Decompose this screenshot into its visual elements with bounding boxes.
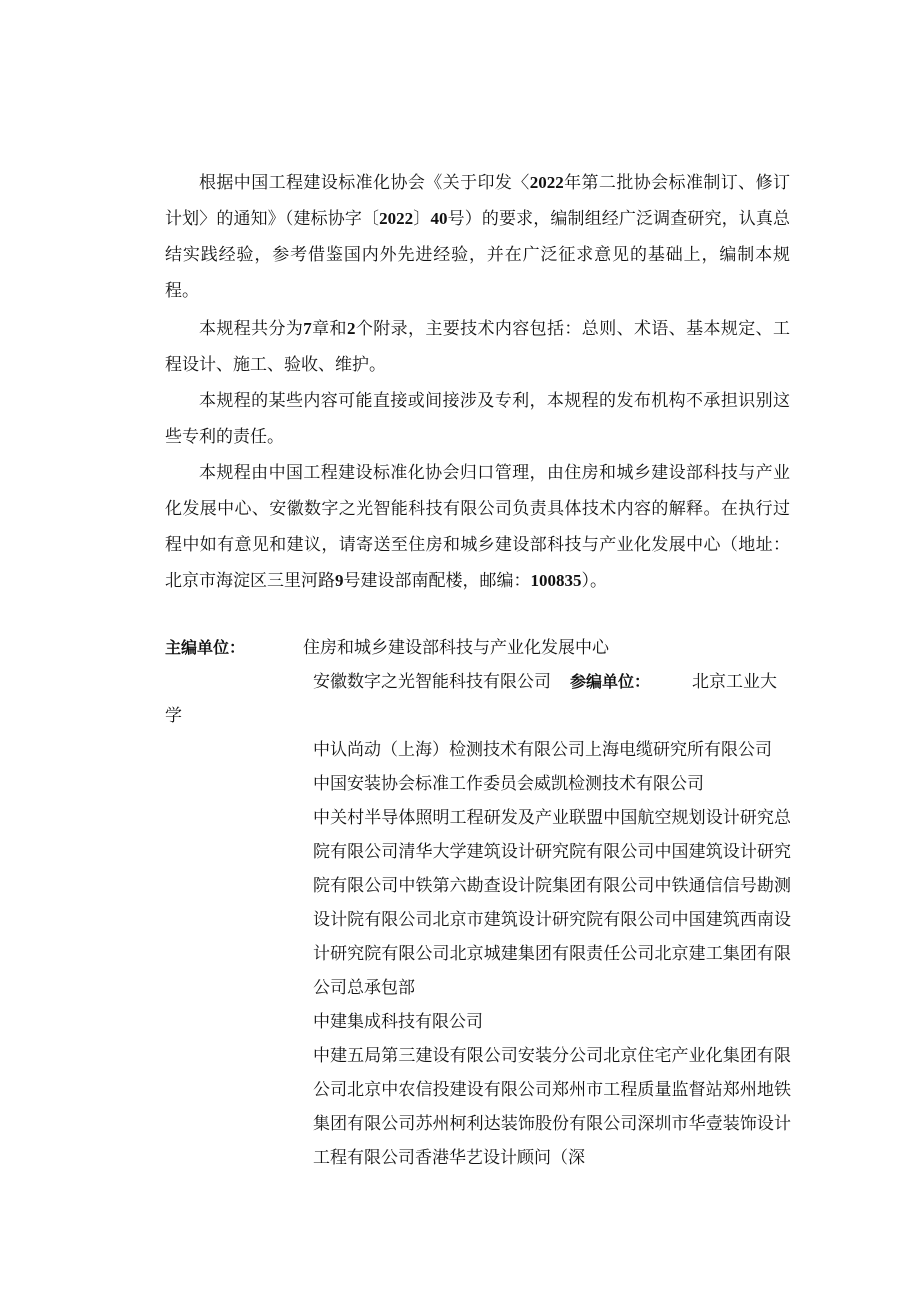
intro-paragraph-4: 本规程由中国工程建设标准化协会归口管理，由住房和城乡建设部科技与产业化发展中心、安徽数字之光智能科技有限公司负责具体技术内容的解释。在执行过程中如有意见和建议，请寄送至住房和城乡建设部科技与产业化发展中心（地址：北京市海淀区三里河路9号建设部南配楼，邮编：100835）。 bbox=[165, 463, 790, 591]
participating-label: 参编单位： bbox=[570, 672, 651, 691]
intro-paragraph-2: 本规程共分为7章和2个附录，主要技术内容包括：总则、术语、基本规定、工程设计、施工、验收、维护。 bbox=[165, 319, 791, 375]
list-item: 中关村半导体照明工程研发及产业联盟中国航空规划设计研究总院有限公司清华大学建筑设计研究院有限公司中国建筑设计研究院有限公司中铁第六勘查设计院集团有限公司中铁通信信号勘测设计院有限公司北京市建筑设计研究院有限公司中国建筑西南设计研究院有限公司北京城建集团有限责任公司北京建工集团有限公司总承包部 bbox=[313, 808, 791, 998]
participating-unit-first-tail: 学 bbox=[165, 706, 182, 726]
participating-units-list bbox=[313, 733, 791, 1175]
list-item: 中建五局第三建设有限公司安装分公司北京住宅产业化集团有限公司北京中农信投建设有限公司郑州市工程质量监督站郑州地铁集团有限公司苏州柯利达装饰股份有限公司深圳市华壹装饰设计工程有限公司香港华艺设计顾问（深 bbox=[313, 1046, 791, 1168]
chief-editor-label: 主编单位： bbox=[165, 638, 246, 657]
chief-editor-unit-2: 安徽数字之光智能科技有限公司 bbox=[313, 672, 551, 692]
chief-editor-unit-1: 住房和城乡建设部科技与产业化发展中心 bbox=[303, 638, 609, 658]
list-item: 中建集成科技有限公司 bbox=[313, 1012, 483, 1032]
intro-paragraph-1: 根据中国工程建设标准化协会《关于印发〈2022年第二批协会标准制订、修订计划〉的通知》（建标协字〔2022〕40号）的要求，编制组经广泛调查研究，认真总结实践经验，参考借鉴国内外先进经验，并在广泛征求意见的基础上，编制本规程。 bbox=[165, 173, 791, 301]
participating-unit-first-head: 北京工业大 bbox=[692, 672, 777, 692]
list-item: 中国安装协会标准工作委员会威凯检测技术有限公司 bbox=[313, 774, 704, 794]
list-item: 中认尚动（上海）检测技术有限公司上海电缆研究所有限公司 bbox=[313, 740, 772, 760]
intro-paragraph-3: 本规程的某些内容可能直接或间接涉及专利，本规程的发布机构不承担识别这些专利的责任。 bbox=[165, 391, 790, 447]
